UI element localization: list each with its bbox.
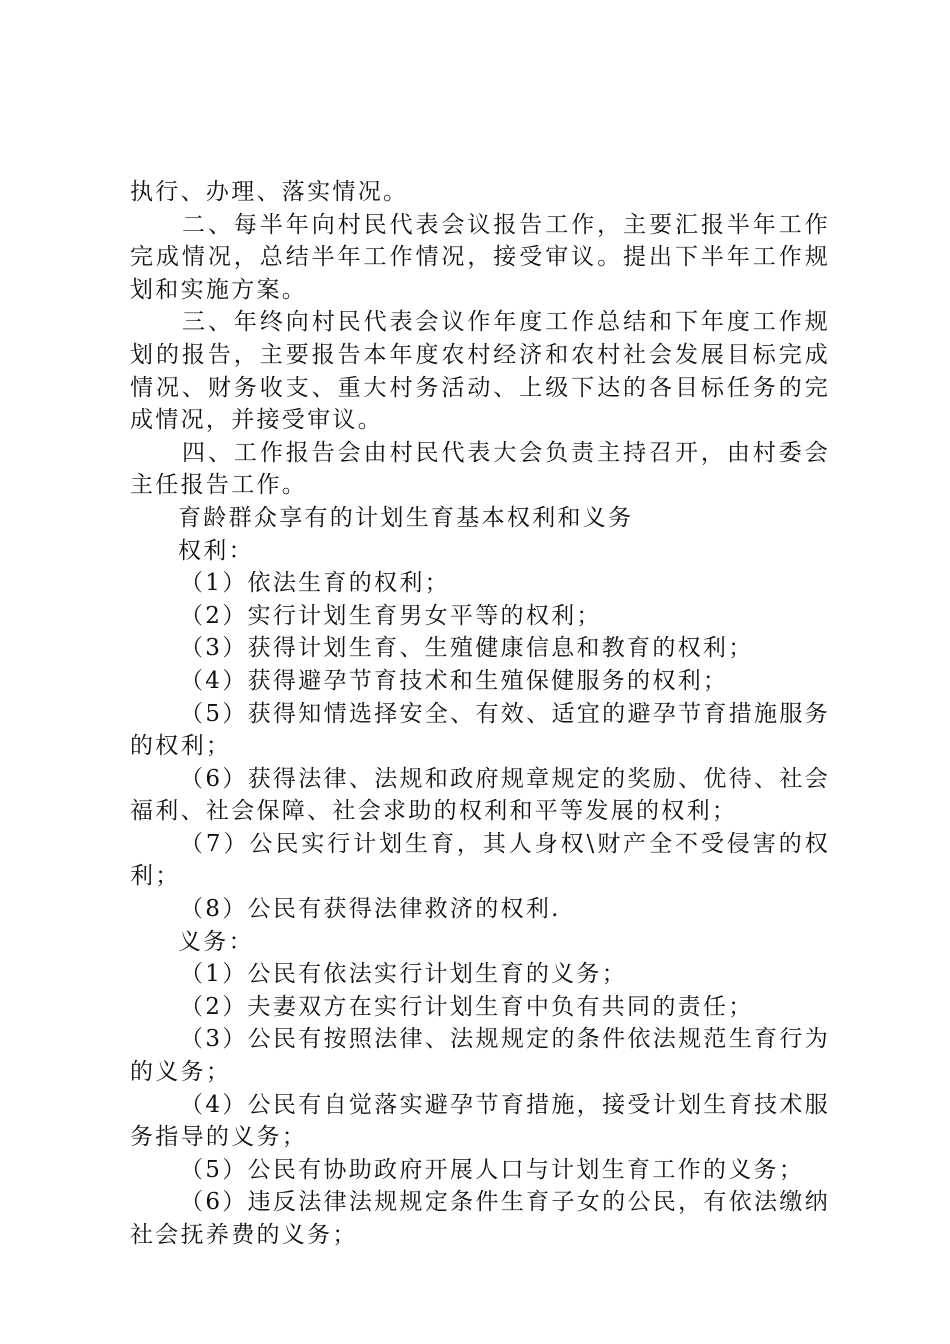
rights-item-8: （8）公民有获得法律救济的权利.	[180, 896, 561, 923]
duties-item-4: （4）公民有自觉落实避孕节育措施，接受计划生育技术服务指导的义务；	[130, 1091, 830, 1151]
rights-item-3: （3）获得计划生育、生殖健康信息和教育的权利；	[180, 635, 754, 662]
duties-item-5: （5）公民有协助政府开展人口与计划生育工作的义务；	[180, 1156, 805, 1183]
rights-heading: 权利：	[178, 537, 254, 564]
duties-item-3: （3）公民有按照法律、法规规定的条件依法规范生育行为的义务；	[130, 1026, 830, 1086]
paragraph-item-2: 二、每半年向村民代表会议报告工作，主要汇报半年工作完成情况，总结半年工作情况，接受审议。提出下半年工作规划和实施方案。	[130, 211, 830, 303]
rights-item-6: （6）获得法律、法规和政府规章规定的奖励、优待、社会福利、社会保障、社会求助的权利和平等发展的权利；	[130, 765, 830, 825]
duties-item-1: （1）公民有依法实行计划生育的义务；	[180, 961, 628, 988]
rights-item-1: （1）依法生育的权利；	[180, 570, 450, 597]
paragraph-continuation: 执行、办理、落实情况。	[130, 179, 409, 205]
rights-item-7: （7）公民实行计划生育，其人身权\财产全不受侵害的权利；	[130, 830, 830, 890]
rights-item-4: （4）获得避孕节育技术和生殖保健服务的权利；	[180, 667, 729, 694]
rights-item-2: （2）实行计划生育男女平等的权利；	[180, 602, 602, 629]
duties-item-6: （6）违反法律法规规定条件生育子女的公民，有依法缴纳社会抚养费的义务；	[130, 1189, 830, 1248]
rights-item-5: （5）获得知情选择安全、有效、适宜的避孕节育措施服务的权利；	[130, 700, 830, 760]
paragraph-item-4: 四、工作报告会由村民代表大会负责主持召开，由村委会主任报告工作。	[130, 439, 830, 499]
duties-heading: 义务：	[178, 928, 254, 955]
paragraph-item-3: 三、年终向村民代表会议作年度工作总结和下年度工作规划的报告，主要报告本年度农村经济和农村社会发展目标完成情况、财务收支、重大村务活动、上级下达的各目标任务的完成情况，并接受审议。	[130, 309, 830, 434]
document-page	[130, 176, 830, 1252]
duties-item-2: （2）夫妻双方在实行计划生育中负有共同的责任；	[180, 993, 754, 1020]
section-title: 育龄群众享有的计划生育基本权利和义务	[178, 504, 634, 531]
